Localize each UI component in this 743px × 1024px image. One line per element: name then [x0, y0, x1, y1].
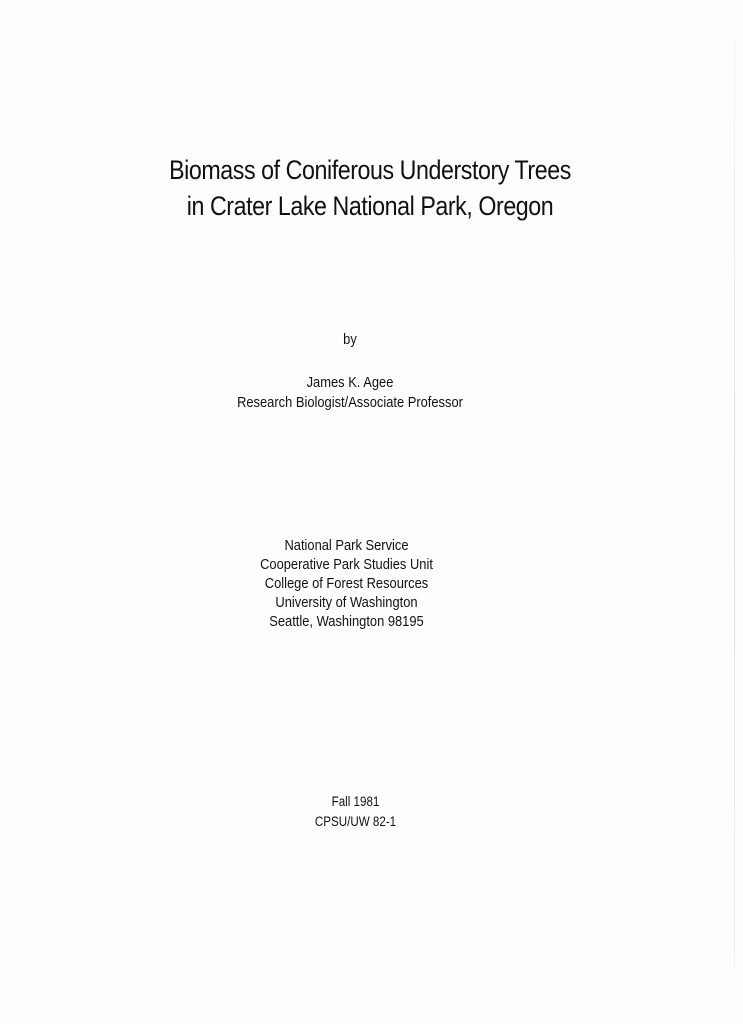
document-title [0, 152, 743, 224]
publication-date: Fall 1981 [331, 794, 380, 809]
title-line-2: in Crater Lake National Park, Oregon [186, 191, 554, 221]
title-line-1: Biomass of Coniferous Understory Trees [169, 155, 571, 185]
publication-info [0, 792, 711, 832]
organization-block [0, 536, 693, 631]
organization-line: College of Forest Resources [264, 575, 429, 592]
author-block [0, 373, 700, 413]
author-name: James K. Agee [306, 374, 394, 391]
report-number: CPSU/UW 82-1 [314, 814, 397, 829]
author-position: Research Biologist/Associate Professor [237, 394, 463, 411]
organization-line: National Park Service [284, 537, 409, 554]
byline: by [343, 331, 357, 348]
organization-line: Seattle, Washington 98195 [269, 613, 424, 630]
organization-line: University of Washington [275, 594, 418, 611]
organization-line: Cooperative Park Studies Unit [260, 556, 433, 573]
